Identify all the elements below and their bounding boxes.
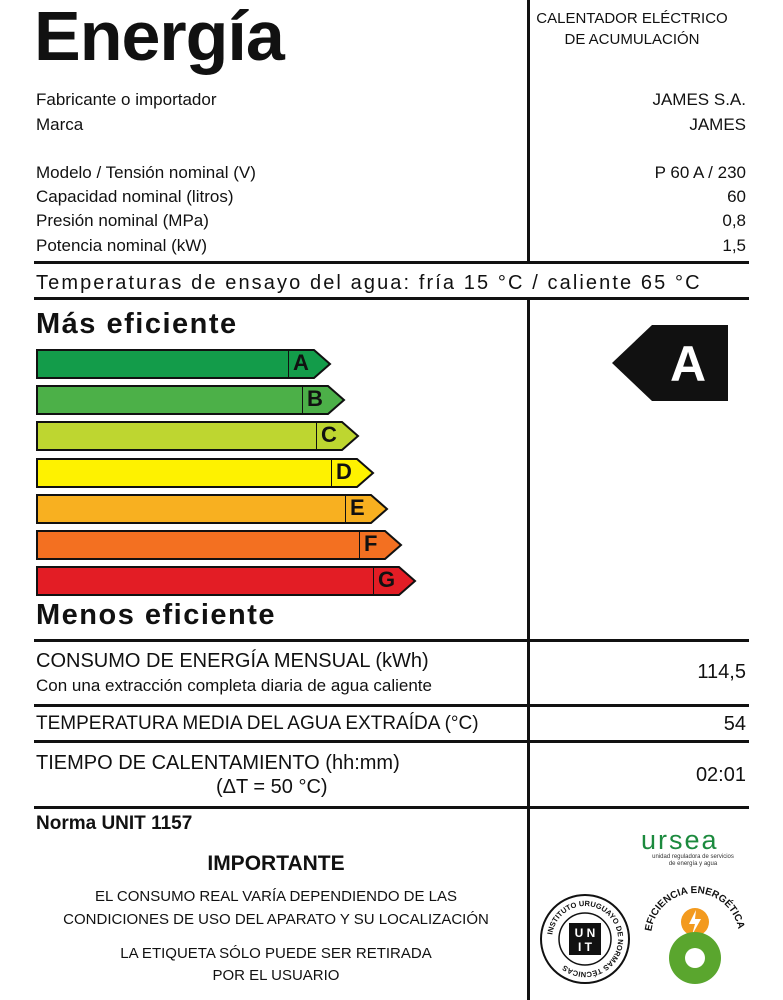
energy-class-fill: [36, 421, 316, 451]
divider-h-consumption: [34, 704, 749, 707]
spec-label-manufacturer: Fabricante o importador: [36, 90, 217, 109]
energy-class-bar-b: [36, 385, 344, 415]
label-title: Energía: [34, 0, 284, 75]
energy-class-bar-f: [36, 530, 401, 560]
divider-h-temps: [34, 297, 749, 300]
test-temperatures: Temperaturas de ensayo del agua: fría 15 °C / caliente 65 °C: [36, 272, 702, 294]
energy-class-fill: [36, 494, 345, 524]
rating-arrow: [612, 325, 728, 401]
ursea-tagline: [641, 854, 745, 868]
energy-class-fill: [36, 458, 331, 488]
ursea-logo: [641, 826, 745, 868]
unit-seal: [539, 893, 631, 985]
energy-class-letter: A: [293, 350, 309, 375]
spec-value-manufacturer: JAMES S.A.: [652, 90, 746, 109]
important-notice: [36, 885, 516, 931]
important-line-1: EL CONSUMO REAL VARÍA DEPENDIENDO DE LAS: [94, 888, 458, 905]
energy-class-fill: [36, 385, 302, 415]
important-line-2: CONDICIONES DE USO DEL APARATO Y SU LOCALIZACIÓN: [63, 911, 489, 928]
product-type-line1: CALENTADOR ELÉCTRICO: [536, 10, 728, 27]
spec-label-power: Potencia nominal (kW): [36, 236, 208, 255]
energy-class-letter: E: [350, 495, 365, 520]
energy-class-letter: C: [321, 422, 337, 447]
divider-vertical-top: [527, 0, 530, 262]
mean-temp-label: TEMPERATURA MEDIA DEL AGUA EXTRAÍDA (°C): [36, 713, 479, 734]
spec-value-model: P 60 A / 230: [654, 163, 746, 182]
mean-temp-value: 54: [723, 713, 746, 735]
ursea-wordmark: ursea: [641, 825, 719, 855]
consumption-value: 114,5: [697, 661, 746, 683]
spec-value-power: 1,5: [722, 236, 746, 255]
consumption-sublabel: Con una extracción completa diaria de agua caliente: [36, 676, 432, 695]
divider-h-scale: [34, 639, 749, 642]
divider-h-meantemp: [34, 740, 749, 743]
heating-time-label: TIEMPO DE CALENTAMIENTO (hh:mm): [36, 752, 400, 774]
divider-h-specs: [34, 261, 749, 264]
divider-h-heating: [34, 806, 749, 809]
energy-class-letter: B: [307, 386, 323, 411]
energy-class-fill: [36, 566, 373, 596]
standard-reference: Norma UNIT 1157: [36, 813, 193, 834]
heating-time-value: 02:01: [695, 764, 746, 786]
scale-top-label: Más eficiente: [36, 308, 238, 340]
energy-class-bar-d: [36, 458, 373, 488]
energy-class-fill: [36, 349, 288, 379]
consumption-label: CONSUMO DE ENERGÍA MENSUAL (kWh): [36, 650, 429, 672]
energy-class-bar-a: [36, 349, 330, 379]
removal-notice: [36, 943, 516, 987]
efficiency-seal: [638, 880, 752, 994]
divider-vertical-bottom: [527, 298, 530, 1000]
spec-label-model: Modelo / Tensión nominal (V): [36, 163, 256, 182]
removal-line-1: LA ETIQUETA SÓLO PUEDE SER RETIRADA: [120, 945, 432, 962]
spec-value-pressure: 0,8: [722, 211, 746, 230]
energy-class-letter: D: [336, 459, 352, 484]
unit-letters-bottom: I T: [578, 940, 592, 954]
important-title: IMPORTANTE: [207, 852, 345, 875]
spec-value-brand: JAMES: [689, 115, 746, 134]
energy-class-letter: F: [364, 531, 378, 556]
scale-bottom-label: Menos eficiente: [36, 599, 277, 631]
ursea-tagline-2: de energía y agua: [668, 861, 718, 867]
product-type-line2: DE ACUMULACIÓN: [564, 31, 700, 48]
spec-label-brand: Marca: [36, 115, 84, 134]
energy-class-bar-e: [36, 494, 387, 524]
spec-label-capacity: Capacidad nominal (litros): [36, 187, 234, 206]
heating-time-sublabel: (ΔT = 50 °C): [216, 776, 328, 798]
energy-class-bar-g: [36, 566, 415, 596]
unit-letters-top: U N: [574, 926, 596, 940]
efficiency-ring-text: EFICIENCIA ENERGÉTICA: [643, 884, 747, 933]
energy-class-letter: G: [378, 567, 396, 592]
product-type: [517, 8, 747, 50]
ursea-tagline-1: unidad reguladora de servicios: [652, 854, 734, 860]
removal-line-2: POR EL USUARIO: [212, 967, 340, 984]
spec-value-capacity: 60: [727, 187, 746, 206]
rating-letter: A: [669, 336, 707, 392]
energy-class-bar-c: [36, 421, 358, 451]
energy-class-fill: [36, 530, 359, 560]
unit-ring-text: INSTITUTO URUGUAYO DE NORMAS TÉCNICAS: [545, 898, 626, 980]
spec-label-pressure: Presión nominal (MPa): [36, 211, 209, 230]
